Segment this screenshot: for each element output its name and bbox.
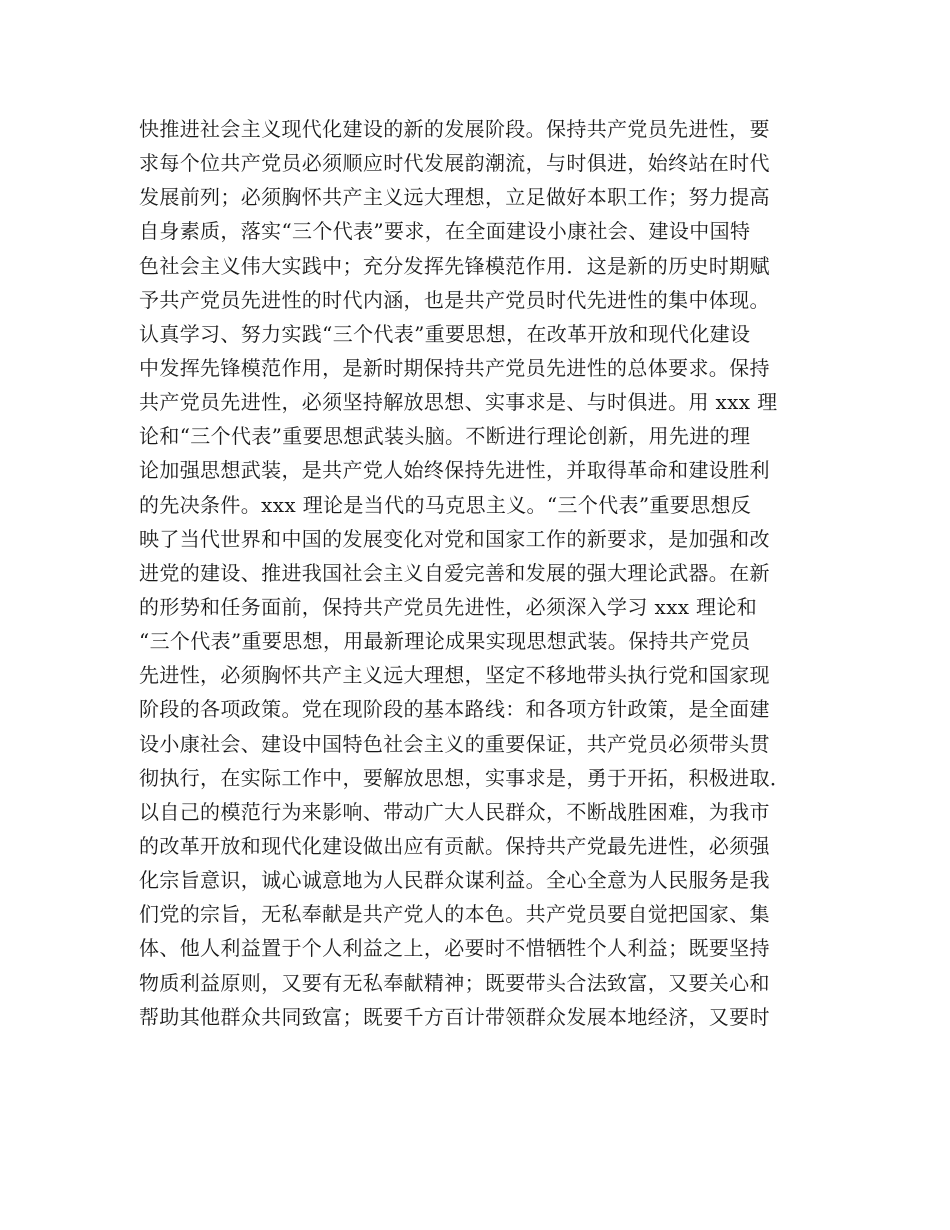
text-line: “三个代表”重要思想，用最新理论成果实现思想武装。保持共产党员	[139, 629, 751, 654]
text-line: 中发挥先锋模范作用，是新时期保持共产党员先进性的总体要求。保持	[139, 355, 770, 380]
body-text	[139, 112, 829, 1034]
text-line: 色社会主义伟大实践中；充分发挥先锋模范作用．这是新的历史时期赋	[139, 253, 770, 278]
text-line: 的改革开放和现代化建设做出应有贡献。保持共产党最先进性，必须强	[139, 833, 770, 858]
text-line: 彻执行，在实际工作中，要解放思想，实事求是，勇于开拓，积极进取．	[139, 765, 791, 790]
text-line: 帮助其他群众共同致富；既要千方百计带领群众发展本地经济，又要时	[139, 1004, 770, 1029]
text-line: 设小康社会、建设中国特色社会主义的重要保证，共产党员必须带头贯	[139, 731, 770, 756]
text-line: 快推进社会主义现代化建设的新的发展阶段。保持共产党员先进性，要	[139, 117, 770, 141]
text-line: 的形势和任务面前，保持共产党员先进性，必须深入学习 xxx 理论和	[139, 594, 758, 619]
text-line: 进党的建设、推进我国社会主义自爱完善和发展的强大理论武器。在新	[139, 560, 770, 585]
text-line: 发展前列；必须胸怀共产主义远大理想，立足做好本职工作；努力提高	[139, 185, 770, 210]
text-line: 的先决条件。xxx 理论是当代的马克思主义。“三个代表”重要思想反	[139, 492, 752, 517]
text-line: 以自己的模范行为来影响、带动广大人民群众，不断战胜困难，为我市	[139, 799, 770, 824]
text-line: 认真学习、努力实践“三个代表”重要思想，在改革开放和现代化建设	[139, 321, 751, 346]
text-line: 阶段的各项政策。党在现阶段的基本路线：和各项方针政策，是全面建	[139, 697, 770, 722]
text-line: 映了当代世界和中国的发展变化对党和国家工作的新要求，是加强和改	[139, 526, 770, 551]
text-line: 物质利益原则，又要有无私奉献精神；既要带头合法致富，又要关心和	[139, 970, 770, 995]
text-line: 共产党员先进性，必须坚持解放思想、实事求是、与时俱进。用 xxx 理	[139, 390, 778, 415]
text-line: 先进性，必须胸怀共产主义远大理想，坚定不移地带头执行党和国家现	[139, 663, 770, 688]
text-line: 们党的宗旨，无私奉献是共产党人的本色。共产党员要自觉把国家、集	[139, 902, 770, 927]
text-line: 化宗旨意识，诚心诚意地为人民群众谋利益。全心全意为人民服务是我	[139, 868, 770, 893]
text-line: 体、他人利益置于个人利益之上，必要时不惜牺牲个人利益；既要坚持	[139, 936, 770, 961]
text-line: 予共产党员先进性的时代内涵，也是共产党员时代先进性的集中体现。	[139, 287, 770, 312]
text-line: 论和“三个代表”重要思想武装头脑。不断进行理论创新，用先进的理	[139, 424, 751, 449]
text-line: 求每个位共产党员必须顺应时代发展韵潮流，与时俱进，始终站在时代	[139, 151, 770, 176]
text-line: 自身素质，落实“三个代表”要求，在全面建设小康社会、建设中国特	[139, 219, 751, 244]
text-line: 论加强思想武装，是共产党人始终保持先进性，并取得革命和建设胜利	[139, 458, 770, 483]
